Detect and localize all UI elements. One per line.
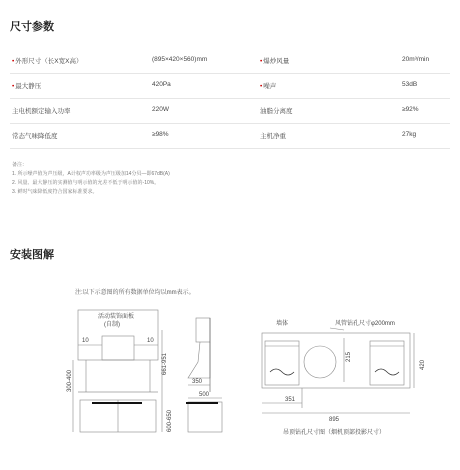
dim-label: 351 [285, 397, 296, 403]
dim-label: 661-951 [162, 352, 168, 375]
notes-title: 备注： [12, 162, 28, 168]
dim-label: 420 [420, 359, 426, 370]
required-star-icon: • [260, 83, 263, 90]
note-item: 2. 风量、最大静压的实测值与明示值的允差不低于明示值的-10%。 [12, 180, 160, 186]
cooktop-line [92, 402, 142, 404]
spec-value: ≥92% [402, 106, 419, 113]
install-title: 安装图解 [10, 249, 54, 261]
dim-label: 895 [329, 417, 340, 423]
required-star-icon: • [260, 58, 263, 65]
dim-label: 500 [199, 392, 210, 398]
front-view-diagram [73, 310, 162, 432]
specs-title: 尺寸参数 [10, 21, 54, 33]
spec-label: •爆炒风量 [260, 58, 290, 65]
wall-label: 墙体 [276, 321, 289, 327]
spec-label: 主机净重 [260, 133, 286, 140]
note-item: 3. 鲜时气味降低度符合国家标准要求。 [12, 189, 98, 195]
cooktop-burner-icon [270, 369, 399, 375]
dim-label: 300-400 [67, 369, 73, 392]
spec-value: 27kg [402, 131, 417, 138]
dim-label: 350 [192, 379, 203, 385]
side-view-diagram [188, 318, 222, 432]
panel-label-sub: (自制) [104, 322, 120, 328]
cooktop-line [186, 402, 218, 404]
duct-label: 风管钻孔尺寸φ200mm [335, 321, 395, 327]
spec-value: 220W [152, 106, 169, 113]
spec-label: 常态气味降低度 [12, 133, 58, 140]
panel-label: 活动装饰面板 [98, 314, 135, 320]
spec-value: 53dB [402, 81, 418, 88]
note-item: 1. 所示噪声值为声压级，A计权声功率级为声压级加14分贝—即67dB(A) [12, 171, 170, 177]
spec-value: (895×420×560)mm [152, 56, 208, 63]
spec-value: 420Pa [152, 81, 171, 88]
spec-value: ≥98% [152, 131, 169, 138]
required-star-icon: • [12, 58, 15, 65]
spec-value: 20m³/min [402, 56, 430, 63]
spec-label: 主电机额定输入功率 [12, 108, 71, 115]
dim-label: 10 [82, 338, 89, 344]
ceiling-caption: 吊顶钻孔尺寸图（烟机顶部投影尺寸） [283, 430, 386, 436]
spec-label: •最大静压 [12, 83, 42, 90]
dim-label: 10 [147, 338, 154, 344]
install-intro: 注:以下示意图的所有数据单位均以mm表示。 [75, 290, 195, 296]
spec-label: •外形尺寸（长X宽X高） [12, 58, 83, 65]
dim-label: 215 [346, 351, 352, 362]
required-star-icon: • [12, 83, 15, 90]
spec-label: 油脂分离度 [260, 108, 293, 115]
dim-label: 600-650 [167, 409, 173, 432]
spec-label: •噪声 [260, 83, 277, 90]
